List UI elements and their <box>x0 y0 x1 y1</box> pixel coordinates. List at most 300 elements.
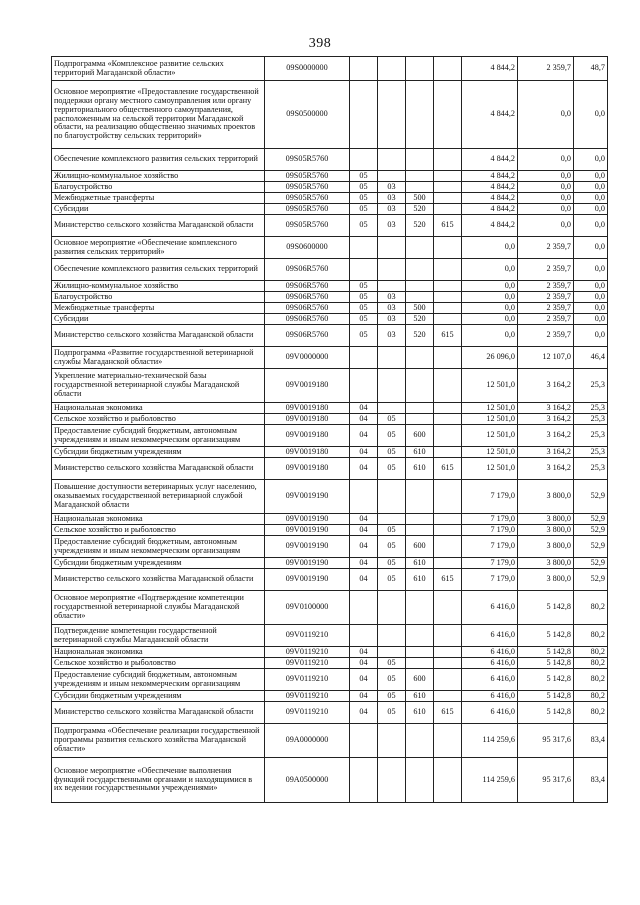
row-percent: 80,2 <box>574 658 608 669</box>
row-subsection <box>378 237 406 259</box>
row-name: Обеспечение комплексного развития сельских территорий <box>52 259 265 281</box>
row-expense-type <box>406 369 434 403</box>
row-planned: 7 179,0 <box>462 536 518 558</box>
row-planned: 6 416,0 <box>462 658 518 669</box>
row-percent: 80,2 <box>574 647 608 658</box>
table-row <box>52 259 608 281</box>
row-executed: 2 359,7 <box>518 57 574 81</box>
row-planned: 7 179,0 <box>462 514 518 525</box>
row-admin-code <box>434 758 462 803</box>
row-section: 04 <box>350 569 378 591</box>
row-subsection <box>378 149 406 171</box>
row-name: Предоставление субсидий бюджетным, автономным учреждениям и иным некоммерческим организациям <box>52 669 265 691</box>
row-target-code: 09S06R5760 <box>265 259 350 281</box>
row-section: 05 <box>350 292 378 303</box>
table-row <box>52 425 608 447</box>
row-planned: 0,0 <box>462 281 518 292</box>
row-target-code: 09S0000000 <box>265 57 350 81</box>
row-planned: 6 416,0 <box>462 669 518 691</box>
row-admin-code <box>434 658 462 669</box>
row-percent: 0,0 <box>574 259 608 281</box>
row-subsection <box>378 369 406 403</box>
row-admin-code <box>434 425 462 447</box>
row-executed: 0,0 <box>518 215 574 237</box>
row-name: Субсидии <box>52 204 265 215</box>
row-target-code: 09S0600000 <box>265 237 350 259</box>
row-planned: 12 501,0 <box>462 425 518 447</box>
row-expense-type <box>406 259 434 281</box>
row-name: Подпрограмма «Комплексное развитие сельских территорий Магаданской области» <box>52 57 265 81</box>
table-row <box>52 691 608 702</box>
row-subsection <box>378 81 406 149</box>
row-subsection <box>378 647 406 658</box>
row-section: 04 <box>350 403 378 414</box>
row-subsection: 05 <box>378 525 406 536</box>
row-subsection <box>378 514 406 525</box>
row-executed: 5 142,8 <box>518 591 574 625</box>
table-row <box>52 514 608 525</box>
row-expense-type <box>406 171 434 182</box>
row-planned: 0,0 <box>462 237 518 259</box>
row-target-code: 09V0119210 <box>265 669 350 691</box>
row-planned: 4 844,2 <box>462 204 518 215</box>
table-row <box>52 625 608 647</box>
row-target-code: 09S06R5760 <box>265 303 350 314</box>
row-subsection: 05 <box>378 458 406 480</box>
row-executed: 0,0 <box>518 182 574 193</box>
row-section: 04 <box>350 425 378 447</box>
row-planned: 6 416,0 <box>462 691 518 702</box>
row-expense-type <box>406 237 434 259</box>
row-target-code: 09V0119210 <box>265 647 350 658</box>
row-section: 05 <box>350 193 378 204</box>
row-name: Жилищно-коммунальное хозяйство <box>52 171 265 182</box>
row-name: Укрепление материально-технической базы государственной ветеринарной службы Магаданской области <box>52 369 265 403</box>
row-planned: 4 844,2 <box>462 193 518 204</box>
row-admin-code <box>434 259 462 281</box>
row-planned: 4 844,2 <box>462 171 518 182</box>
row-planned: 4 844,2 <box>462 149 518 171</box>
row-target-code: 09V0019180 <box>265 369 350 403</box>
row-subsection: 03 <box>378 182 406 193</box>
row-target-code: 09V0019190 <box>265 480 350 514</box>
row-planned: 4 844,2 <box>462 215 518 237</box>
row-name: Основное мероприятие «Обеспечение выполнения функций государственными органами и находящимися в их ведении государственными учреждениями» <box>52 758 265 803</box>
row-executed: 95 317,6 <box>518 758 574 803</box>
table-row <box>52 591 608 625</box>
row-admin-code <box>434 303 462 314</box>
row-section: 05 <box>350 314 378 325</box>
row-target-code: 09A0000000 <box>265 724 350 758</box>
row-section: 04 <box>350 658 378 669</box>
row-planned: 0,0 <box>462 292 518 303</box>
row-percent: 0,0 <box>574 325 608 347</box>
row-expense-type <box>406 149 434 171</box>
row-executed: 3 164,2 <box>518 414 574 425</box>
table-row <box>52 536 608 558</box>
row-subsection <box>378 57 406 81</box>
row-executed: 5 142,8 <box>518 658 574 669</box>
row-percent: 25,3 <box>574 458 608 480</box>
row-executed: 3 800,0 <box>518 558 574 569</box>
row-subsection <box>378 259 406 281</box>
row-expense-type: 520 <box>406 325 434 347</box>
row-admin-code <box>434 647 462 658</box>
row-name: Министерство сельского хозяйства Магаданской области <box>52 702 265 724</box>
row-percent: 80,2 <box>574 702 608 724</box>
row-admin-code <box>434 149 462 171</box>
row-expense-type <box>406 403 434 414</box>
row-subsection: 05 <box>378 536 406 558</box>
row-expense-type <box>406 292 434 303</box>
row-name: Подпрограмма «Обеспечение реализации государственной программы развития сельского хозяйства Магаданской области» <box>52 724 265 758</box>
row-admin-code: 615 <box>434 702 462 724</box>
row-expense-type: 610 <box>406 702 434 724</box>
row-target-code: 09V0100000 <box>265 591 350 625</box>
row-name: Национальная экономика <box>52 403 265 414</box>
row-admin-code <box>434 193 462 204</box>
row-executed: 5 142,8 <box>518 691 574 702</box>
row-target-code: 09V0019190 <box>265 536 350 558</box>
row-admin-code <box>434 57 462 81</box>
row-admin-code: 615 <box>434 569 462 591</box>
row-name: Основное мероприятие «Предоставление государственной поддержки органу местного самоуправления или органу территориального общественного самоуправления, расположенным на сельской территории Магаданской области, на реализацию общественно значимых проектов по благоустройству сельских территорий» <box>52 81 265 149</box>
row-planned: 4 844,2 <box>462 182 518 193</box>
row-percent: 83,4 <box>574 758 608 803</box>
row-executed: 0,0 <box>518 149 574 171</box>
row-expense-type: 610 <box>406 447 434 458</box>
row-executed: 3 164,2 <box>518 369 574 403</box>
row-section <box>350 758 378 803</box>
row-expense-type <box>406 414 434 425</box>
row-subsection: 03 <box>378 303 406 314</box>
row-section: 05 <box>350 325 378 347</box>
row-expense-type <box>406 480 434 514</box>
row-target-code: 09S06R5760 <box>265 292 350 303</box>
row-planned: 114 259,6 <box>462 724 518 758</box>
row-section: 05 <box>350 215 378 237</box>
row-planned: 7 179,0 <box>462 558 518 569</box>
row-executed: 95 317,6 <box>518 724 574 758</box>
row-executed: 2 359,7 <box>518 259 574 281</box>
row-planned: 7 179,0 <box>462 525 518 536</box>
row-name: Предоставление субсидий бюджетным, автономным учреждениям и иным некоммерческим организациям <box>52 425 265 447</box>
row-target-code: 09V0019180 <box>265 414 350 425</box>
row-planned: 4 844,2 <box>462 81 518 149</box>
row-subsection: 03 <box>378 215 406 237</box>
row-name: Межбюджетные трансферты <box>52 193 265 204</box>
row-admin-code: 615 <box>434 325 462 347</box>
row-percent: 80,2 <box>574 669 608 691</box>
row-admin-code <box>434 414 462 425</box>
row-subsection: 05 <box>378 658 406 669</box>
row-percent: 52,9 <box>574 558 608 569</box>
row-admin-code <box>434 558 462 569</box>
row-section: 04 <box>350 669 378 691</box>
row-target-code: 09S06R5760 <box>265 281 350 292</box>
row-target-code: 09V0019180 <box>265 458 350 480</box>
row-target-code: 09V0019180 <box>265 447 350 458</box>
table-row <box>52 292 608 303</box>
page-number: 398 <box>308 36 332 51</box>
row-percent: 25,3 <box>574 369 608 403</box>
row-target-code: 09V0119210 <box>265 691 350 702</box>
row-target-code: 09S05R5760 <box>265 215 350 237</box>
row-section <box>350 57 378 81</box>
row-percent: 80,2 <box>574 625 608 647</box>
row-section: 05 <box>350 281 378 292</box>
row-percent: 0,0 <box>574 81 608 149</box>
row-admin-code <box>434 514 462 525</box>
row-executed: 3 164,2 <box>518 403 574 414</box>
row-target-code: 09S05R5760 <box>265 193 350 204</box>
row-executed: 2 359,7 <box>518 303 574 314</box>
table-row <box>52 558 608 569</box>
row-planned: 6 416,0 <box>462 702 518 724</box>
row-executed: 3 800,0 <box>518 525 574 536</box>
row-expense-type <box>406 625 434 647</box>
row-name: Субсидии бюджетным учреждениям <box>52 558 265 569</box>
row-name: Жилищно-коммунальное хозяйство <box>52 281 265 292</box>
table-row <box>52 193 608 204</box>
row-expense-type: 520 <box>406 204 434 215</box>
row-section: 04 <box>350 691 378 702</box>
row-subsection <box>378 758 406 803</box>
row-admin-code <box>434 669 462 691</box>
row-executed: 0,0 <box>518 81 574 149</box>
row-target-code: 09A0500000 <box>265 758 350 803</box>
row-admin-code <box>434 171 462 182</box>
row-expense-type: 600 <box>406 669 434 691</box>
table-row <box>52 658 608 669</box>
row-percent: 0,0 <box>574 171 608 182</box>
row-planned: 6 416,0 <box>462 591 518 625</box>
row-planned: 0,0 <box>462 314 518 325</box>
row-name: Национальная экономика <box>52 647 265 658</box>
table-row <box>52 325 608 347</box>
row-percent: 25,3 <box>574 403 608 414</box>
row-subsection <box>378 171 406 182</box>
row-target-code: 09S06R5760 <box>265 314 350 325</box>
row-target-code: 09V0019180 <box>265 425 350 447</box>
row-executed: 3 800,0 <box>518 569 574 591</box>
row-subsection: 03 <box>378 193 406 204</box>
table-row <box>52 171 608 182</box>
row-name: Сельское хозяйство и рыболовство <box>52 525 265 536</box>
row-executed: 2 359,7 <box>518 314 574 325</box>
table-row <box>52 458 608 480</box>
row-percent: 52,9 <box>574 569 608 591</box>
row-admin-code <box>434 182 462 193</box>
row-subsection <box>378 347 406 369</box>
row-expense-type <box>406 57 434 81</box>
row-executed: 3 164,2 <box>518 458 574 480</box>
row-name: Благоустройство <box>52 182 265 193</box>
row-executed: 2 359,7 <box>518 237 574 259</box>
row-section: 05 <box>350 182 378 193</box>
row-percent: 83,4 <box>574 724 608 758</box>
row-section: 04 <box>350 647 378 658</box>
row-percent: 25,3 <box>574 447 608 458</box>
row-subsection: 05 <box>378 669 406 691</box>
row-name: Межбюджетные трансферты <box>52 303 265 314</box>
row-percent: 25,3 <box>574 425 608 447</box>
row-expense-type: 610 <box>406 569 434 591</box>
row-name: Субсидии бюджетным учреждениям <box>52 691 265 702</box>
row-name: Министерство сельского хозяйства Магаданской области <box>52 215 265 237</box>
row-target-code: 09V0119210 <box>265 625 350 647</box>
row-section <box>350 480 378 514</box>
row-expense-type <box>406 591 434 625</box>
row-subsection: 03 <box>378 292 406 303</box>
row-name: Сельское хозяйство и рыболовство <box>52 414 265 425</box>
table-row <box>52 724 608 758</box>
row-percent: 80,2 <box>574 691 608 702</box>
row-percent: 80,2 <box>574 591 608 625</box>
row-section: 04 <box>350 447 378 458</box>
row-name: Министерство сельского хозяйства Магаданской области <box>52 325 265 347</box>
row-percent: 0,0 <box>574 204 608 215</box>
row-percent: 0,0 <box>574 314 608 325</box>
row-name: Обеспечение комплексного развития сельских территорий <box>52 149 265 171</box>
row-target-code: 09V0000000 <box>265 347 350 369</box>
table-row <box>52 314 608 325</box>
row-executed: 5 142,8 <box>518 647 574 658</box>
row-subsection <box>378 591 406 625</box>
row-percent: 48,7 <box>574 57 608 81</box>
table-row <box>52 369 608 403</box>
table-row <box>52 480 608 514</box>
table-row <box>52 215 608 237</box>
row-executed: 2 359,7 <box>518 325 574 347</box>
row-planned: 26 096,0 <box>462 347 518 369</box>
row-admin-code <box>434 314 462 325</box>
row-admin-code <box>434 525 462 536</box>
row-planned: 6 416,0 <box>462 625 518 647</box>
row-subsection <box>378 625 406 647</box>
row-admin-code <box>434 237 462 259</box>
row-planned: 114 259,6 <box>462 758 518 803</box>
row-section <box>350 237 378 259</box>
row-subsection: 05 <box>378 702 406 724</box>
row-planned: 7 179,0 <box>462 569 518 591</box>
row-section: 04 <box>350 414 378 425</box>
row-planned: 7 179,0 <box>462 480 518 514</box>
table-row <box>52 525 608 536</box>
table-row <box>52 81 608 149</box>
row-admin-code <box>434 369 462 403</box>
row-expense-type <box>406 347 434 369</box>
row-admin-code <box>434 447 462 458</box>
row-admin-code <box>434 281 462 292</box>
row-executed: 5 142,8 <box>518 669 574 691</box>
row-subsection: 05 <box>378 691 406 702</box>
row-expense-type: 610 <box>406 558 434 569</box>
row-name: Благоустройство <box>52 292 265 303</box>
row-planned: 4 844,2 <box>462 57 518 81</box>
row-expense-type <box>406 514 434 525</box>
row-planned: 6 416,0 <box>462 647 518 658</box>
row-percent: 0,0 <box>574 237 608 259</box>
table-row <box>52 237 608 259</box>
row-percent: 0,0 <box>574 193 608 204</box>
row-section: 05 <box>350 171 378 182</box>
row-executed: 3 800,0 <box>518 480 574 514</box>
row-executed: 3 800,0 <box>518 536 574 558</box>
row-executed: 0,0 <box>518 204 574 215</box>
table-row <box>52 758 608 803</box>
table-row <box>52 447 608 458</box>
row-percent: 0,0 <box>574 303 608 314</box>
row-executed: 12 107,0 <box>518 347 574 369</box>
row-expense-type <box>406 658 434 669</box>
row-admin-code <box>434 691 462 702</box>
row-admin-code <box>434 403 462 414</box>
row-target-code: 09S06R5760 <box>265 325 350 347</box>
table-row <box>52 281 608 292</box>
row-planned: 12 501,0 <box>462 414 518 425</box>
row-name: Предоставление субсидий бюджетным, автономным учреждениям и иным некоммерческим организациям <box>52 536 265 558</box>
row-executed: 5 142,8 <box>518 625 574 647</box>
row-admin-code <box>434 81 462 149</box>
row-subsection: 05 <box>378 558 406 569</box>
row-executed: 3 164,2 <box>518 447 574 458</box>
table-row <box>52 702 608 724</box>
row-planned: 12 501,0 <box>462 403 518 414</box>
row-target-code: 09V0019180 <box>265 403 350 414</box>
row-percent: 25,3 <box>574 414 608 425</box>
row-admin-code <box>434 204 462 215</box>
row-planned: 12 501,0 <box>462 458 518 480</box>
row-name: Основное мероприятие «Обеспечение комплексного развития сельских территорий» <box>52 237 265 259</box>
row-name: Подтверждение компетенции государственной ветеринарной службы Магаданской области <box>52 625 265 647</box>
row-subsection <box>378 281 406 292</box>
row-expense-type <box>406 724 434 758</box>
table-row <box>52 403 608 414</box>
row-name: Субсидии бюджетным учреждениям <box>52 447 265 458</box>
row-percent: 52,9 <box>574 536 608 558</box>
row-expense-type: 610 <box>406 458 434 480</box>
table-row <box>52 414 608 425</box>
table-row <box>52 303 608 314</box>
row-expense-type <box>406 758 434 803</box>
row-name: Повышение доступности ветеринарных услуг населению, оказываемых государственной ветеринарной службой Магаданской области <box>52 480 265 514</box>
row-expense-type <box>406 281 434 292</box>
row-section: 04 <box>350 558 378 569</box>
row-target-code: 09S0500000 <box>265 81 350 149</box>
row-section <box>350 724 378 758</box>
row-section: 04 <box>350 514 378 525</box>
row-target-code: 09S05R5760 <box>265 182 350 193</box>
row-section: 04 <box>350 458 378 480</box>
row-subsection: 05 <box>378 425 406 447</box>
budget-table <box>51 56 608 803</box>
row-admin-code: 615 <box>434 458 462 480</box>
row-subsection <box>378 480 406 514</box>
row-target-code: 09V0019190 <box>265 569 350 591</box>
row-target-code: 09V0119210 <box>265 702 350 724</box>
row-executed: 5 142,8 <box>518 702 574 724</box>
row-subsection <box>378 403 406 414</box>
row-percent: 0,0 <box>574 149 608 171</box>
table-row <box>52 182 608 193</box>
row-expense-type: 600 <box>406 536 434 558</box>
row-section: 05 <box>350 204 378 215</box>
row-admin-code <box>434 724 462 758</box>
row-target-code: 09S05R5760 <box>265 171 350 182</box>
row-name: Основное мероприятие «Подтверждение компетенции государственной ветеринарной службы Магаданской области» <box>52 591 265 625</box>
row-executed: 3 164,2 <box>518 425 574 447</box>
